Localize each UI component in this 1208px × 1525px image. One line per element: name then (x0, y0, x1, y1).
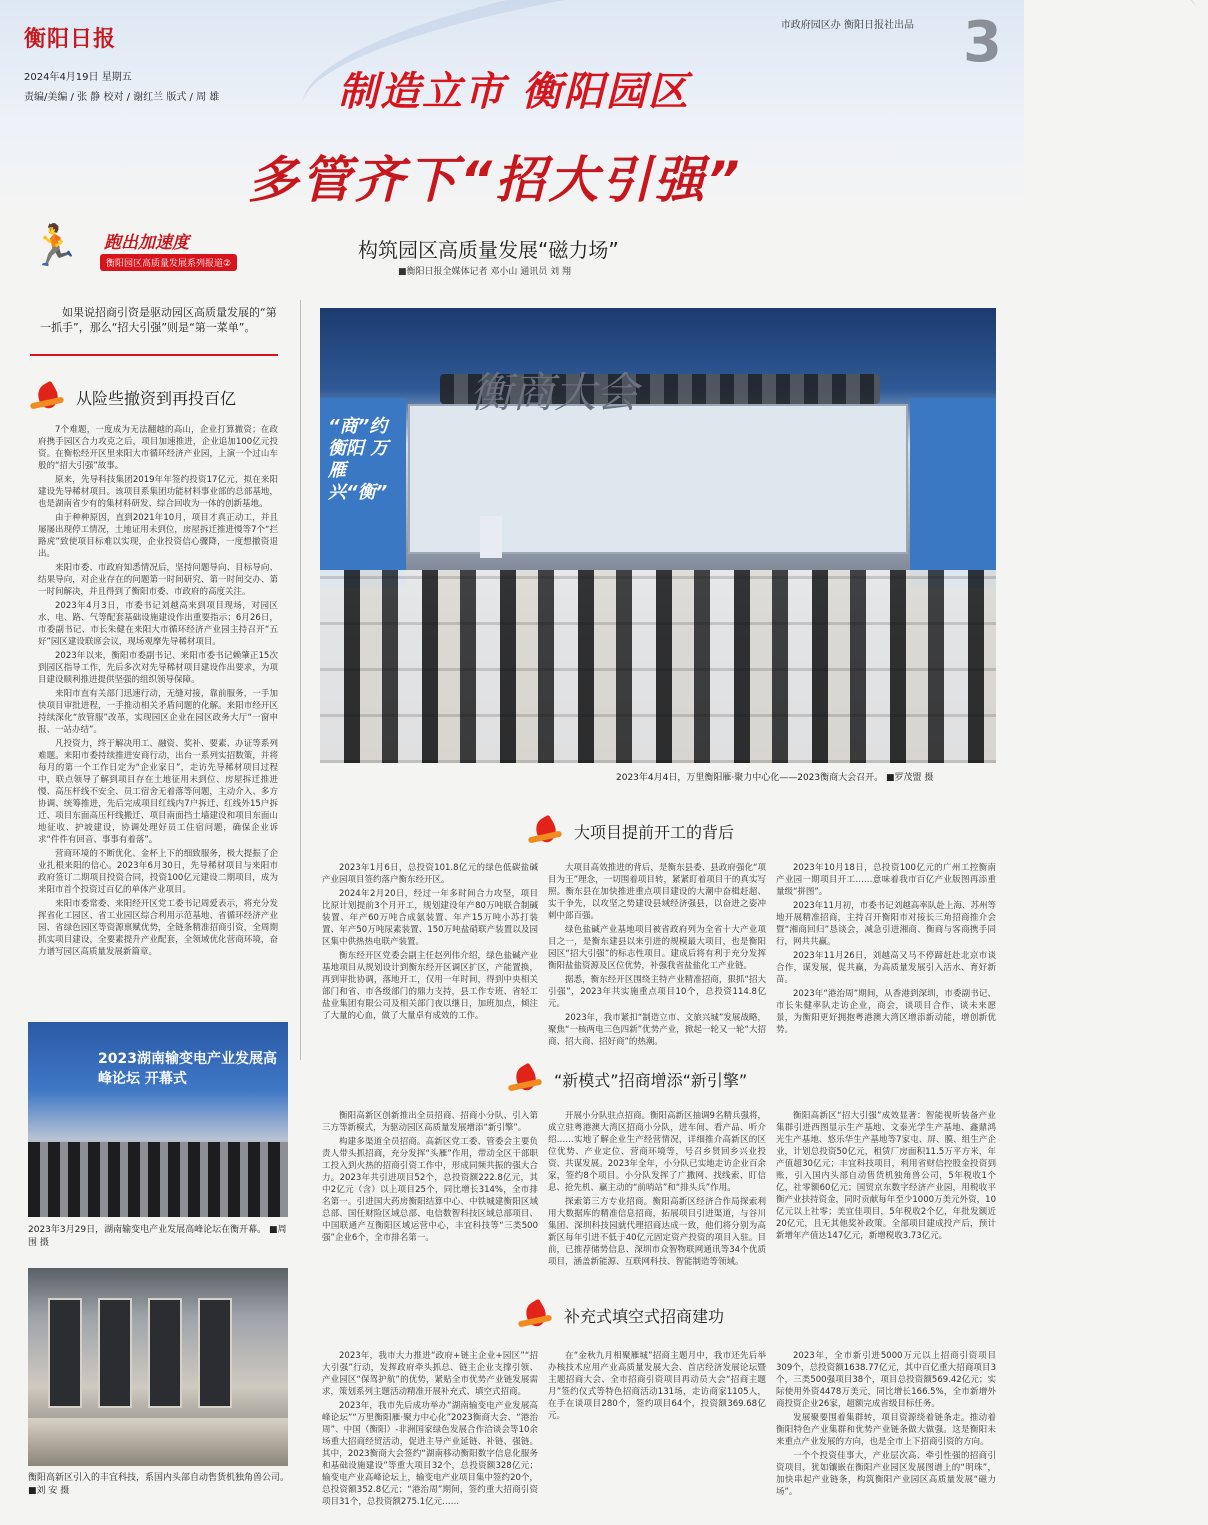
section-heading-2 (528, 816, 734, 846)
section-body-2c (776, 862, 996, 1048)
photo-caption-factory: 衡阳高新区引入的丰宜科技，系国内头部自动售货机独角兽公司。 ■刘 安 摄 (28, 1473, 290, 1496)
paragraph: 衡东经开区党委会副主任赵列伟介绍，绿色盐碱产业基地项目从规划设计到衡东经开区调区扩区，产能置换，再到审批协调，落地开工，仅用一年时间，得到中央相关部门和省、市各级部门的鼎力支持，县工作专班、省轻工盐业集团有限公司及相关部门夜以继日，加班加点，倾注了大量的心血，做了大量卓有成效的工作。 (322, 951, 538, 1021)
paragraph: 探索第三方专业招商。衡阳高新区经济合作局探索利用大数据库的精准信息招商，拓展项目引进渠道，与谷川集团、深圳科技园就代理招商达成一致，他们将分别为高新区每年引进不低于40亿元固定资产投资的项目入驻。目前，已推荐储势信息、深圳市众智物联网通讯等34个优质项目，涵盖新能源、互联网科技、智能制造等领域。 (548, 1197, 766, 1267)
paragraph: 一个个投资佳事大，产业层次高、牵引性强的招商引资项目，犹如镶嵌在衡阳产业园区发展图谱上的“明珠”，加快串起产业链条，构筑衡阳产业园区高质量发展“磁力场”。 (776, 1451, 996, 1497)
paragraph: 2023年11月初，市委书记刘越高率队赴上海、苏州等地开展精准招商，主持召开衡阳市对接长三角招商推介会暨“湘商回归”恳谈会，减急引进湘商、衡商与客商携手同行，网共共赢。 (776, 901, 996, 947)
paragraph: 营商环境的不断优化、金杯上下的细致服务，极大提振了企业扎根来阳的信心。2023年6月30日，先导稀材项目与来阳市政府签订二期项目投资合同，投资100亿元建设二期项目，成为来阳市首个投资过百亿的单体产业项目。 (38, 849, 278, 895)
side-banner-text: “商”约衡阳 万雁兴“衡” (328, 416, 389, 503)
paragraph: 2023年，我市紧扣“制造立市、文旅兴城”发展战略，聚焦“一核两电三色四新”优势产业，掀起一轮又一轮“大招商、招大商、招好商”的热潮。 (548, 1013, 766, 1047)
section-body-2a (322, 862, 538, 1048)
paragraph: 2023年以来，衡阳市委副书记、来阳市委书记赖肇正15次到园区指导工作，先后多次对先导稀材项目建设作出要求，为项目建设顺利推进提供坚强的组织领导保障。 (38, 651, 278, 685)
masthead (0, 0, 1024, 215)
series-title: 跑出加速度 (104, 233, 189, 253)
flame-icon (30, 382, 68, 412)
paragraph: 衡阳高新区创新推出全员招商、招商小分队、引入第三方等新模式，为驱动园区高质量发展增添“新引擎”。 (322, 1111, 538, 1133)
section-title: 从险些撤资到再投百亿 (76, 388, 237, 408)
paragraph: 绿色盐碱产业基地项目被省政府列为全省十大产业项目之一，是衡东建县以来引进的规模最大项目，也是衡阳园区“招大引强”的标志性项目。建成后将有利于充分发挥衡阳盐盐资源及区位优势，补强我省盐盐化工产业链。 (548, 925, 766, 971)
paragraph: 2023年，我市大力推进“政府+链主企业+园区”“招大引强”行动，发挥政府牵头抓总、链主企业支撑引领、产业园区“保驾护航”的优势，紧贴全市优势产业链发展需求，策划系列主题活动精准开展补充式、填空式招商。 (322, 1351, 538, 1397)
column-divider (300, 300, 301, 1060)
forum-photo (28, 1022, 288, 1217)
vending-machine (48, 1298, 82, 1408)
conference-photo (320, 308, 996, 763)
paragraph: 衡阳高新区“招大引强”成效显著：智能视听装备产业集群引进西图显示生产基地、文泰光学生产基地、鑫鼎鸿光生产基地、悠乐华生产基地等7家屯、屏、膜、组生产企业，计划总投资50亿元，租赁厂房面积11.5万平方米，年产值超30亿元；丰宜科技项目，利用省财信控股金投资到账，引入国内头部自动售货机独角兽公司，5年税收1个亿，社零额60亿元；国贸京东数字经济产业园，用税收平衡产业扶持资金，同时贡献每年至少1000万美元外资，10亿元以上社零；美宜佳项目，5年税收2个亿，年批发额近20亿元，且无其他奖补政策。全部项目建成投产后，预计新增年产值达147亿元，新增税收3.73亿元。 (776, 1111, 996, 1241)
section-body-3c (776, 1110, 996, 1280)
factory-floor (28, 1418, 288, 1466)
vending-machine (198, 1298, 232, 1408)
flame-icon (508, 1064, 546, 1094)
paragraph: 构建多渠道全员招商。高新区党工委、管委会主要负责人带头抓招商，充分发挥“头雁”作用，带动全区干部职工投入到火热的招商引资工作中，形成同频共振的强大合力。2023年共引进项目52个，总投资额222.8亿元，其中2亿元（含）以上项目25个，同比增长314%，全市排名第一。引进国大药房衡阳结算中心、中铁城建衡阳区域总部、国任财险区域总部、电信数智科技区域总部项目、中国联通产互衡阳区域运营中心，丰宜科技等“三类500强”企业6个，全市排名第一。 (322, 1137, 538, 1243)
vending-machine (148, 1298, 182, 1408)
section-body-4c (776, 1350, 996, 1500)
section-body-3a (322, 1110, 538, 1280)
section-heading-1 (30, 382, 236, 412)
series-logo (30, 222, 270, 278)
forum-screen-text: 2023湖南输变电产业发展高峰论坛 开幕式 (98, 1051, 277, 1087)
page-number: 3 (963, 10, 1002, 75)
runner-icon: 🏃 (30, 223, 80, 269)
paragraph: 2023年，我市先后成功举办“湖南输变电产业发展高峰论坛”“万里衡阳雁·聚力中心化”2023衡商大会、“港治周”、中国（衡阳）-非洲国家绿色发展合作洽谈会等10余场重大招商经贸活动，促进主导产业延链、补链、强链。其中，2023衡商大会签约“湖南移动衡阳数字信息化服务和基础设施建设”等重大项目32个，总投资额328亿元；输变电产业高峰论坛上，输变电产业项目集中签约20个，总投资额352.8亿元；“港治周”期间，签约重大招商引资项目31个，总投资额275.1亿元…… (322, 1401, 538, 1507)
photo-caption-main: 2023年4月4日，万里衡阳雁·聚力中心化——2023衡商大会召开。 ■罗茂盟 摄 (616, 773, 934, 783)
paragraph: 由于种种原因，直到2021年10月，项目才真正动工，并且屡屡出现停工情况，土地证用未到位，房屋拆迁推进慢等7个“拦路虎”致使项目标难以实现，企业投资信心骤降，一度想撤资退出。 (38, 513, 278, 559)
section-body-4b (548, 1350, 766, 1500)
column-banner: 制造立市 衡阳园区 (338, 69, 690, 115)
paragraph: 开展小分队驻点招商。衡阳高新区抽调9名精兵强将，成立驻粤港澳大湾区招商小分队，进车间、看产品、听介绍……实地了解企业生产经营情况，详细推介高新区的区位优势、产业定位、营商环境等，号召乡贤回乡兴业投资、共谋发展。2023年全年，小分队已实地走访企业百余家，签约8个项目。小分队发挥了广撒网、找线索、盯信息、抢先机、赢主动的“前哨站”和“排头兵”作用。 (548, 1111, 766, 1193)
factory-photo (28, 1268, 288, 1466)
vending-machine (98, 1298, 132, 1408)
paragraph: 来阳市直有关部门迅速行动，无缝对接，靠前服务，一手加快项目审批进程，一手推动相关矛盾问题的化解。来阳市经开区持续深化“放管服”改革，实现园区企业在园区政务大厅“一窗申报、一站办结”。 (38, 689, 278, 735)
page-headline: 多管齐下“招大引强” (248, 151, 743, 209)
section-body-3b (548, 1110, 766, 1280)
paragraph: 2023年11月26日，刘越高又马不停蹄赶赴北京市谈合作，谋发展，促共赢，为高质量发展引入活水、育好新苗。 (776, 951, 996, 985)
editor-credits: 责编/美编 / 张 静 校对 / 谢红兰 版式 / 周 雄 (24, 92, 220, 103)
section-body-1 (38, 424, 278, 1000)
paragraph: 7个难题，一度成为无法翻越的高山，企业打算撤资；在政府携手园区合力攻克之后，项目加速推进，企业追加100亿元投资。在衡松经开区里来阳大市循环经济产业园，上演一个过山车般的“招大引强”故事。 (38, 425, 278, 471)
photo-caption-forum: 2023年3月29日，湖南输变电产业发展高峰论坛在衡开幕。 ■周 围 摄 (28, 1225, 287, 1248)
podium (480, 516, 502, 558)
newspaper-name: 衡阳日报 (24, 26, 117, 52)
screen-title: 衡商大会 (470, 368, 639, 417)
lead-divider (30, 354, 278, 356)
publisher-line: 市政府园区办 衡阳日报社出品 (780, 20, 914, 31)
paragraph: 2023年10月18日，总投资100亿元的广州工控衡南产业园一期项目开工……意味着我市百亿产业版图再添重量级“拼图”。 (776, 863, 996, 897)
article-lead: 如果说招商引资是驱动园区高质量发展的“第一抓手”，那么“招大引强”则是“第一菜单”。 (40, 306, 277, 334)
paragraph: 来阳市委常委、来阳经开区党工委书记周爱表示，将充分发挥省化工园区、省工业园区综合利用示范基地、省循环经济产业园、省绿色园区等资源禀赋优势，全链条精准招商引资，全周期抓实项目建设，全要素提升产业配套，全领域优化营商环境，奋力谱写园区高质量发展新篇章。 (38, 899, 278, 957)
paragraph: 2023年4月3日，市委书记刘越高来到项目现场，对园区水、电、路、气等配套基础设施建设作出重要指示；6月26日，市委副书记、市长朱健在来阳大市循环经济产业园主持召开“五好”园区建设联席会议，现场观摩先导稀材项目。 (38, 601, 278, 647)
section-body-2b (548, 862, 766, 1048)
paragraph: 2024年2月20日，经过一年多时间合力攻坚，项目比原计划提前3个月开工，规划建设年产80万吨联合制碱装置、年产60万吨合成氨装置、年产15万吨小苏打装置、年产50万吨尿素装置、150万吨盐硝联产装置以及园区集中供热热电联产装置。 (322, 889, 538, 947)
forum-audience (28, 1142, 288, 1217)
paragraph: 凡投资力，终于解决用工、融资、奖补、要素、办证等系列难题。来阳市委持续推进安商行动，出台一系列实招数策，并将每月的第一个工作日定为“企业家日”，走访先导稀材项目过程中，联点领导了解到项目存在土地征用未到位、房屋拆迁推进慢、高压杆线不安全、员工宿舍无着落等问题，主动介入、多方协调、统筹推进，先后完成项目红线内7户拆迁、红线外15户拆迁、项目东面高压杆线搬迁、项目南面挡土墙建设和项目东面山地征收、护坡建设，协调处理好员工住宿问题，确保企业诉求“件件有回音、事事有着落”。 (38, 739, 278, 845)
paragraph: 大项目高效推进的背后，是衡东县委、县政府强化“项目为王”理念，一切围着项目转，紧紧盯着项目干的真实写照。衡东县在加快推进重点项目建设的大潮中奋楫赶超、实干争先，以攻坚之势建设县域经济强县，以奋进之姿冲刺中部百强。 (548, 863, 766, 921)
flame-icon (528, 816, 566, 846)
paragraph: 在“金秋九月相聚雁城”招商主题月中，我市还先后举办核技术应用产业高质量发展大会、首店经济发展论坛暨主题招商大会、全市招商引资项目再动员大会“招商主题月”签约仪式等特色招商活动131场，走访商家1105人，在手在谈项目280个，签约项目64个，投资额369.68亿元。 (548, 1351, 766, 1421)
paragraph: 发展聚要围着集群转，项目资源绕着链条走。推动着衡阳特色产业集群和优势产业链条做大做强。这是衡阳未来重点产业发展的方向，也是全市上下招商引资的方向。 (776, 1413, 996, 1447)
section-heading-4 (518, 1300, 724, 1330)
issue-date: 2024年4月19日 星期五 (24, 72, 132, 83)
section-title: 大项目提前开工的背后 (574, 822, 735, 842)
section-title: 补充式填空式招商建功 (564, 1306, 725, 1326)
paragraph: 据悉，衡东经开区围绕主特产业精准招商，狠抓“招大引强”，2023年共实施重点项目10个，总投资114.8亿元。 (548, 975, 766, 1009)
side-banner-right (910, 398, 996, 588)
paragraph: 原来，先导科技集团2019年年签约投资17亿元，拟在来阳建设先导稀材项目。该项目系集团功能材料事业部的总部基地，也是湖南省少有的集材料研发、综合回收为一体的创新基地。 (38, 475, 278, 509)
paragraph: 2023年，全市新引进5000万元以上招商引资项目309个，总投资额1638.77亿元，其中百亿重大招商项目3个，三类500强项目38个，项目总投资额569.42亿元；实际使用外资4478万美元，同比增长166.5%，全市新增外商投资企业26家，超额完成省级目标任务。 (776, 1351, 996, 1409)
section-heading-3 (508, 1064, 747, 1094)
flame-icon (518, 1300, 556, 1330)
paragraph: 2023年“港治周”期间，从香港到深圳，市委副书记、市长朱健率队走访企业，商会，谈项目合作、谈未来愿景，为衡阳更好拥抱粤港澳大湾区增添新动能，增创新优势。 (776, 989, 996, 1035)
section-title: “新模式”招商增添“新引擎” (554, 1070, 748, 1090)
paragraph: 来阳市委、市政府知悉情况后，坚持问题导向、目标导向、结果导向，对企业存在的问题第一时间研究、第一时间交办、第一时间解决，并且得到了衡阳市委、市政府的高度关注。 (38, 563, 278, 597)
section-body-4a (322, 1350, 538, 1507)
audience (320, 570, 996, 763)
article-title: 构筑园区高质量发展“磁力场” (358, 238, 619, 262)
paragraph: 2023年1月6日，总投资101.8亿元的绿色低碳盐碱产业园项目签约落户衡东经开区。 (322, 863, 538, 885)
series-subtitle: 衡阳园区高质量发展系列报道② (100, 254, 237, 271)
article-byline: ■衡阳日报全媒体记者 邓小山 通讯员 刘 翔 (398, 267, 571, 277)
